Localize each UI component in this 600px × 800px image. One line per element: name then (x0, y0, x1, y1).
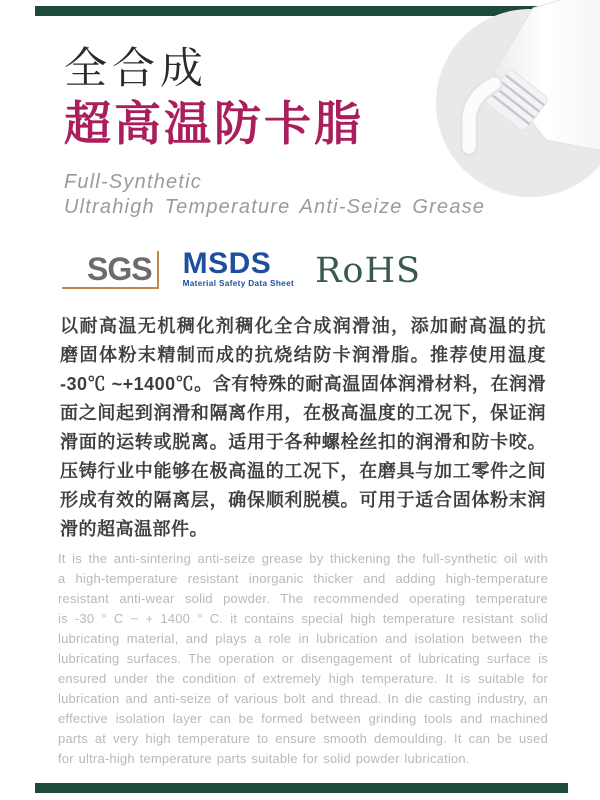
sgs-logo (62, 251, 159, 289)
msds-logo (182, 247, 295, 289)
text-line: -30℃ ~+1400℃。含有特殊的耐高温固体润滑材料，在润滑 (60, 374, 546, 394)
text-line: for ultra-high temperature parts suitable for solid powder lubrication. (58, 751, 470, 766)
text-line: is -30 ° C ~ + 1400 ° C. it contains special high temperature resistant solid (58, 611, 548, 626)
text-line: 以耐高温无机稠化剂稠化全合成润滑油，添加耐高温的抗 (60, 316, 546, 336)
certification-logos (62, 247, 421, 291)
product-title-accent-cn: 超高温防卡脂 (64, 97, 364, 150)
text-line: It is the anti-sintering anti-seize grease by thickening the full-synthetic oil with (58, 551, 548, 566)
text-line: lubrication and anti-seize of various bolt and thread. In die casting industry, an (58, 691, 548, 706)
text-line: 形成有效的隔离层，确保顺利脱模。可用于适合固体粉末润 (60, 490, 546, 510)
rohs-logo (315, 253, 421, 289)
text-line: resistant anti-wear solid powder. The recommended operating temperature (58, 591, 548, 606)
msds-logo-caption: Material Safety Data Sheet (182, 279, 295, 288)
text-line: 磨固体粉末精制而成的抗烧结防卡润滑脂。推荐使用温度 (60, 345, 546, 365)
text-line: parts at very high temperature to ensure smooth demoulding. It can be used (58, 731, 548, 746)
subtitle-line-2: Ultrahigh Temperature Anti-Seize Grease (64, 196, 486, 218)
text-line: lubricating material, and plays a role in lubrication and isolation between the (58, 631, 548, 646)
product-subtitle-en (64, 170, 485, 220)
text-line: a high-temperature resistant inorganic thicker and adding high-temperature (58, 571, 548, 586)
text-line: 滑面的运转或脱离。适用于各种螺栓丝扣的润滑和防卡咬。 (60, 432, 546, 452)
product-title-cn: 全合成 (64, 45, 208, 93)
rohs-logo-text: RoHS (315, 251, 421, 291)
msds-logo-text: MSDS (182, 247, 272, 280)
subtitle-line-1: Full-Synthetic (64, 171, 202, 193)
text-line: effective isolation layer can be formed between grinding tools and machined (58, 711, 548, 726)
text-line: 滑的超高温部件。 (60, 519, 208, 539)
bottom-divider-bar (35, 783, 568, 793)
title-block (64, 44, 485, 220)
text-line: 面之间起到润滑和隔离作用，在极高温度的工况下，保证润 (60, 403, 546, 423)
text-line: lubricating surfaces. The operation or disengagement of lubricating surface is (58, 651, 548, 666)
text-line: ensured under the condition of extremely high temperature. It is suitable for (58, 671, 548, 686)
text-line: 压铸行业中能够在极高温的工况下，在磨具与加工零件之间 (60, 461, 546, 481)
description-chinese (60, 312, 546, 544)
description-english (58, 549, 548, 769)
sgs-logo-text: SGS (87, 251, 152, 287)
